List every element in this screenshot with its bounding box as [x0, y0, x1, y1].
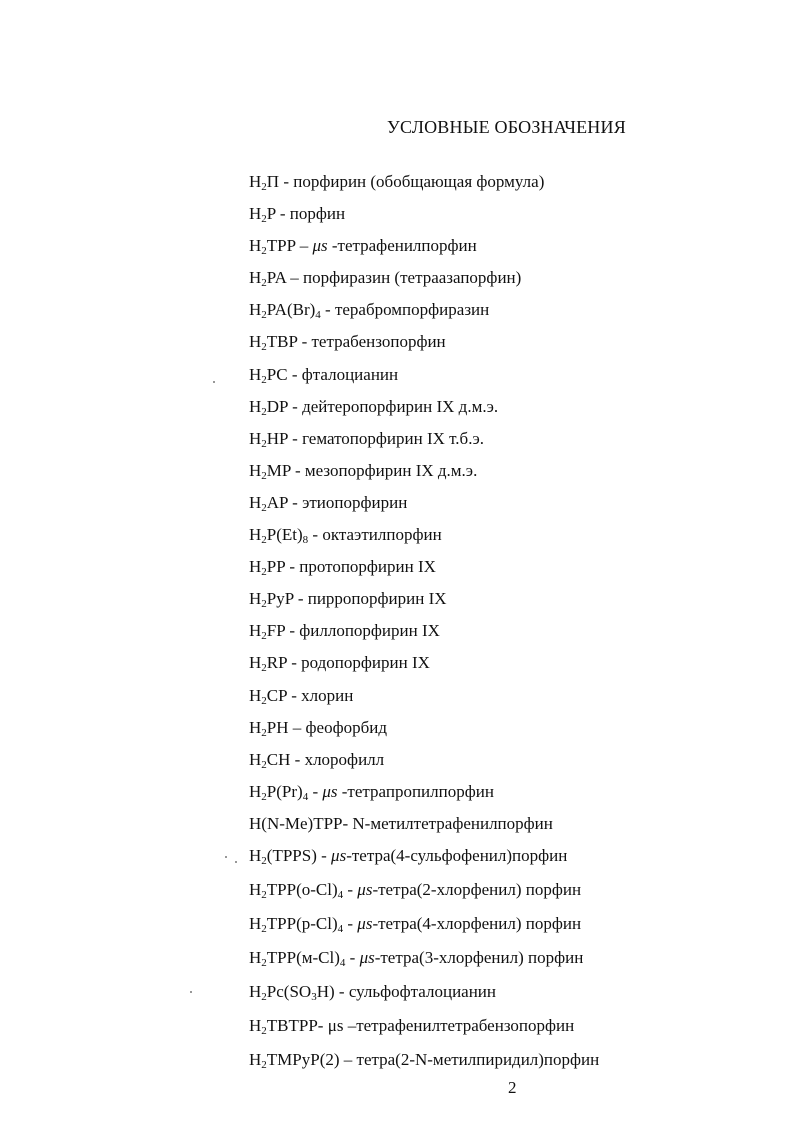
abbreviation-description: родопорфирин IX — [301, 653, 430, 673]
term-body: PA(Br) — [266, 300, 316, 320]
mu-prefix: μs — [322, 781, 338, 801]
term-body: MP — [266, 460, 291, 480]
abbreviation-description: феофорбид — [305, 717, 387, 737]
term-body: TMPyP(2) — [266, 1049, 340, 1069]
abbreviation-description: терабромпорфиразин — [334, 300, 490, 320]
list-item — [249, 201, 599, 233]
term-subscript: 4 — [302, 790, 309, 803]
separator: – — [339, 1049, 357, 1069]
term-subscript: 4 — [337, 922, 344, 935]
abbreviation-term — [249, 982, 335, 1001]
term-body: FP — [266, 621, 286, 641]
term-subscript: 2 — [261, 245, 267, 258]
scan-speck — [235, 861, 237, 863]
separator: - — [290, 460, 305, 480]
abbreviation-term — [249, 782, 308, 801]
abbreviation-term — [249, 718, 289, 737]
term-prefix: H — [249, 621, 262, 641]
mu-prefix: μs — [357, 879, 373, 899]
abbreviation-description: -тетрапропилпорфин — [337, 781, 494, 801]
term-body: TBP — [266, 332, 298, 352]
term-prefix: H — [249, 1015, 262, 1035]
list-item — [249, 911, 599, 945]
scan-speck — [213, 381, 215, 383]
scan-speck — [190, 991, 192, 993]
term-prefix: H — [249, 781, 262, 801]
term-subscript: 2 — [261, 309, 267, 322]
separator: - — [287, 396, 303, 416]
abbreviation-term — [249, 300, 321, 322]
separator: - — [285, 621, 300, 641]
term-body: PyP — [266, 589, 294, 609]
term-prefix: H — [249, 268, 262, 288]
abbreviation-term — [249, 493, 288, 512]
term-prefix: H — [249, 525, 262, 545]
list-item — [249, 169, 599, 201]
scan-speck — [225, 856, 227, 858]
list-item — [249, 945, 599, 979]
term-prefix: H — [249, 236, 262, 256]
separator: - — [334, 981, 349, 1001]
abbreviation-term — [249, 653, 287, 675]
term-body: H) — [316, 981, 335, 1001]
term-subscript: 2 — [261, 726, 267, 739]
term-prefix: H — [249, 428, 262, 448]
separator: – — [295, 236, 313, 256]
list-item — [249, 715, 599, 747]
abbreviation-term — [249, 268, 287, 290]
mu-prefix: μs — [357, 913, 373, 933]
term-body: P(Et) — [266, 525, 303, 545]
abbreviation-description: филлопорфирин IX — [299, 621, 440, 641]
separator: - — [308, 525, 323, 545]
term-prefix: H — [249, 364, 262, 384]
term-subscript: 4 — [339, 956, 346, 969]
term-subscript: 2 — [261, 694, 267, 707]
list-item — [249, 979, 599, 1013]
term-subscript: 2 — [261, 662, 267, 675]
list-item — [249, 490, 599, 522]
term-body: PC — [266, 364, 288, 384]
list-item — [249, 1013, 599, 1047]
abbreviation-description: порфиразин (тетраазапорфин) — [303, 268, 522, 288]
page-number: 2 — [508, 1078, 517, 1097]
abbreviation-term — [249, 686, 287, 705]
separator: - — [286, 653, 302, 673]
list-item — [249, 394, 599, 426]
term-prefix: H — [249, 204, 262, 224]
abbreviation-description: фталоцианин — [301, 364, 399, 384]
term-body: TPP — [266, 236, 296, 256]
term-subscript: 2 — [261, 213, 267, 226]
term-body: TPP(o-Cl) — [266, 879, 338, 899]
separator: - — [275, 204, 290, 224]
term-prefix: H — [249, 1049, 262, 1069]
term-body: TBTPP- — [266, 1015, 324, 1035]
abbreviation-description: хлорофилл — [304, 749, 385, 769]
term-subscript: 3 — [311, 990, 317, 1003]
abbreviation-term — [249, 914, 343, 933]
abbreviation-description: порфин — [289, 204, 346, 224]
term-subscript: 2 — [261, 630, 267, 643]
term-body: CP — [266, 685, 287, 705]
separator: - — [343, 879, 358, 899]
term-body: TPP(p-Cl) — [266, 913, 338, 933]
term-subscript: 2 — [261, 922, 267, 935]
term-prefix: H — [249, 460, 262, 480]
mu-prefix: μs — [359, 947, 375, 967]
abbreviation-term — [249, 1016, 323, 1035]
list-item — [249, 747, 599, 779]
term-prefix: H(N-Me)TPP- — [249, 813, 349, 833]
term-body: AP — [266, 492, 288, 512]
term-subscript: 2 — [261, 790, 267, 803]
list-item — [249, 683, 599, 715]
abbreviation-description: протопорфирин IX — [299, 557, 436, 577]
term-subscript: 2 — [261, 990, 267, 1003]
list-item — [249, 877, 599, 911]
separator: - — [286, 685, 302, 705]
term-subscript: 2 — [261, 534, 267, 547]
term-subscript: 2 — [261, 1024, 267, 1037]
abbreviation-list — [249, 169, 599, 1081]
abbreviation-description: дейтеропорфирин IX д.м.э. — [302, 396, 499, 416]
abbreviation-description: октаэтилпорфин — [322, 525, 442, 545]
list-item — [249, 265, 599, 297]
term-body: DP — [266, 396, 288, 416]
term-subscript: 2 — [261, 181, 267, 193]
list-item — [249, 362, 599, 394]
separator: - — [316, 845, 332, 865]
term-body: TPP(м-Cl) — [266, 947, 340, 967]
list-item — [249, 554, 599, 586]
list-item — [249, 522, 599, 554]
term-body: (TPPS) — [266, 845, 317, 865]
term-prefix: H — [249, 685, 262, 705]
abbreviation-term — [249, 172, 279, 191]
term-subscript: 4 — [337, 888, 344, 901]
abbreviation-term — [249, 814, 348, 833]
separator: - — [320, 300, 335, 320]
abbreviation-description: N-метилтетрафенилпорфин — [352, 813, 553, 833]
term-body: Pc(SO — [266, 981, 312, 1001]
abbreviation-term — [249, 397, 288, 416]
term-prefix: H — [249, 396, 262, 416]
term-body: PA — [266, 268, 287, 288]
term-subscript: 2 — [261, 277, 267, 290]
separator: - — [285, 557, 300, 577]
abbreviation-description: мезопорфирин IX д.м.э. — [304, 460, 478, 480]
abbreviation-term — [249, 846, 317, 865]
mu-prefix: μs — [331, 845, 347, 865]
term-subscript: 2 — [261, 888, 267, 901]
term-subscript: 2 — [261, 373, 267, 386]
abbreviation-term — [249, 461, 291, 480]
term-body: PP — [266, 557, 286, 577]
term-subscript: 2 — [261, 854, 267, 867]
term-subscript: 2 — [261, 566, 267, 579]
term-body: RP — [266, 653, 287, 673]
list-item — [249, 811, 599, 843]
abbreviation-description: -тетра(2-хлорфенил) порфин — [372, 879, 582, 899]
separator: – — [286, 268, 304, 288]
term-prefix: H — [249, 589, 262, 609]
abbreviation-description: -тетра(4-хлорфенил) порфин — [372, 913, 582, 933]
term-subscript: 2 — [261, 501, 267, 514]
term-prefix: H — [249, 845, 262, 865]
term-body: CH — [266, 749, 291, 769]
term-body: PH — [266, 717, 289, 737]
term-subscript: 4 — [315, 309, 321, 322]
term-subscript: 2 — [261, 405, 267, 418]
list-item — [249, 329, 599, 361]
separator: - — [287, 492, 303, 512]
abbreviation-term — [249, 236, 296, 258]
separator: - — [287, 428, 303, 448]
abbreviation-term — [249, 332, 298, 354]
term-subscript: 2 — [261, 758, 267, 771]
separator: - — [343, 913, 358, 933]
list-item — [249, 1047, 599, 1081]
abbreviation-description: этиопорфирин — [302, 492, 408, 512]
abbreviation-description: порфирин (обобщающая формула) — [293, 172, 545, 191]
separator: - — [290, 749, 305, 769]
abbreviation-term — [249, 948, 345, 967]
term-prefix: H — [249, 947, 262, 967]
separator: - — [297, 332, 312, 352]
term-prefix: H — [249, 749, 262, 769]
term-subscript: 2 — [261, 341, 267, 354]
term-prefix: H — [249, 653, 262, 673]
list-item — [249, 586, 599, 618]
abbreviation-term — [249, 557, 286, 579]
term-subscript: 2 — [261, 598, 267, 611]
term-prefix: H — [249, 717, 262, 737]
list-item — [249, 779, 599, 811]
abbreviation-term — [249, 1050, 340, 1069]
list-item — [249, 650, 599, 682]
list-item — [249, 297, 599, 329]
abbreviation-term — [249, 880, 343, 899]
abbreviation-description: сульфофталоцианин — [348, 981, 497, 1001]
list-item — [249, 618, 599, 650]
term-prefix: H — [249, 879, 262, 899]
separator: - — [287, 364, 302, 384]
list-item — [249, 426, 599, 458]
term-subscript: 2 — [261, 1058, 267, 1071]
separator: – — [288, 717, 306, 737]
term-body: P — [266, 204, 276, 224]
abbreviation-description: -тетрафенилпорфин — [327, 236, 477, 256]
separator: - — [293, 589, 308, 609]
separator: - — [279, 172, 294, 191]
term-subscript: 8 — [302, 534, 309, 547]
term-prefix: H — [249, 172, 262, 191]
separator: - — [345, 947, 360, 967]
term-subscript: 2 — [261, 469, 267, 482]
abbreviation-description: тетрабензопорфин — [311, 332, 446, 352]
list-item — [249, 233, 599, 265]
term-subscript: 2 — [261, 956, 267, 969]
abbreviation-term — [249, 365, 288, 384]
abbreviation-description: тетра(2-N-метилпиридил)порфин — [356, 1049, 600, 1069]
term-prefix: H — [249, 492, 262, 512]
list-item — [249, 843, 599, 877]
separator: - — [308, 781, 323, 801]
abbreviation-term — [249, 204, 276, 226]
term-prefix: H — [249, 557, 262, 577]
term-body: P(Pr) — [266, 781, 303, 801]
term-subscript: 2 — [261, 437, 267, 450]
abbreviation-description: хлорин — [301, 685, 354, 705]
page-title: УСЛОВНЫЕ ОБОЗНАЧЕНИЯ — [387, 117, 626, 137]
abbreviation-description: -тетра(4-сульфофенил)порфин — [346, 845, 568, 865]
abbreviation-term — [249, 429, 288, 448]
term-prefix: H — [249, 300, 262, 320]
abbreviation-description: гематопорфирин IX т.б.э. — [302, 428, 484, 448]
term-body: HP — [266, 428, 288, 448]
abbreviation-term — [249, 589, 294, 611]
abbreviation-description: пирропорфирин IX — [307, 589, 447, 609]
term-prefix: H — [249, 913, 262, 933]
term-prefix: H — [249, 981, 262, 1001]
mu-prefix: μs — [312, 236, 328, 256]
abbreviation-term — [249, 621, 286, 643]
abbreviation-term — [249, 750, 290, 769]
term-body: П — [266, 172, 280, 191]
abbreviation-term — [249, 525, 309, 547]
abbreviation-description: -тетра(3-хлорфенил) порфин — [374, 947, 584, 967]
term-prefix: H — [249, 332, 262, 352]
list-item — [249, 458, 599, 490]
abbreviation-description: μs –тетрафенилтетрабензопорфин — [327, 1015, 575, 1035]
